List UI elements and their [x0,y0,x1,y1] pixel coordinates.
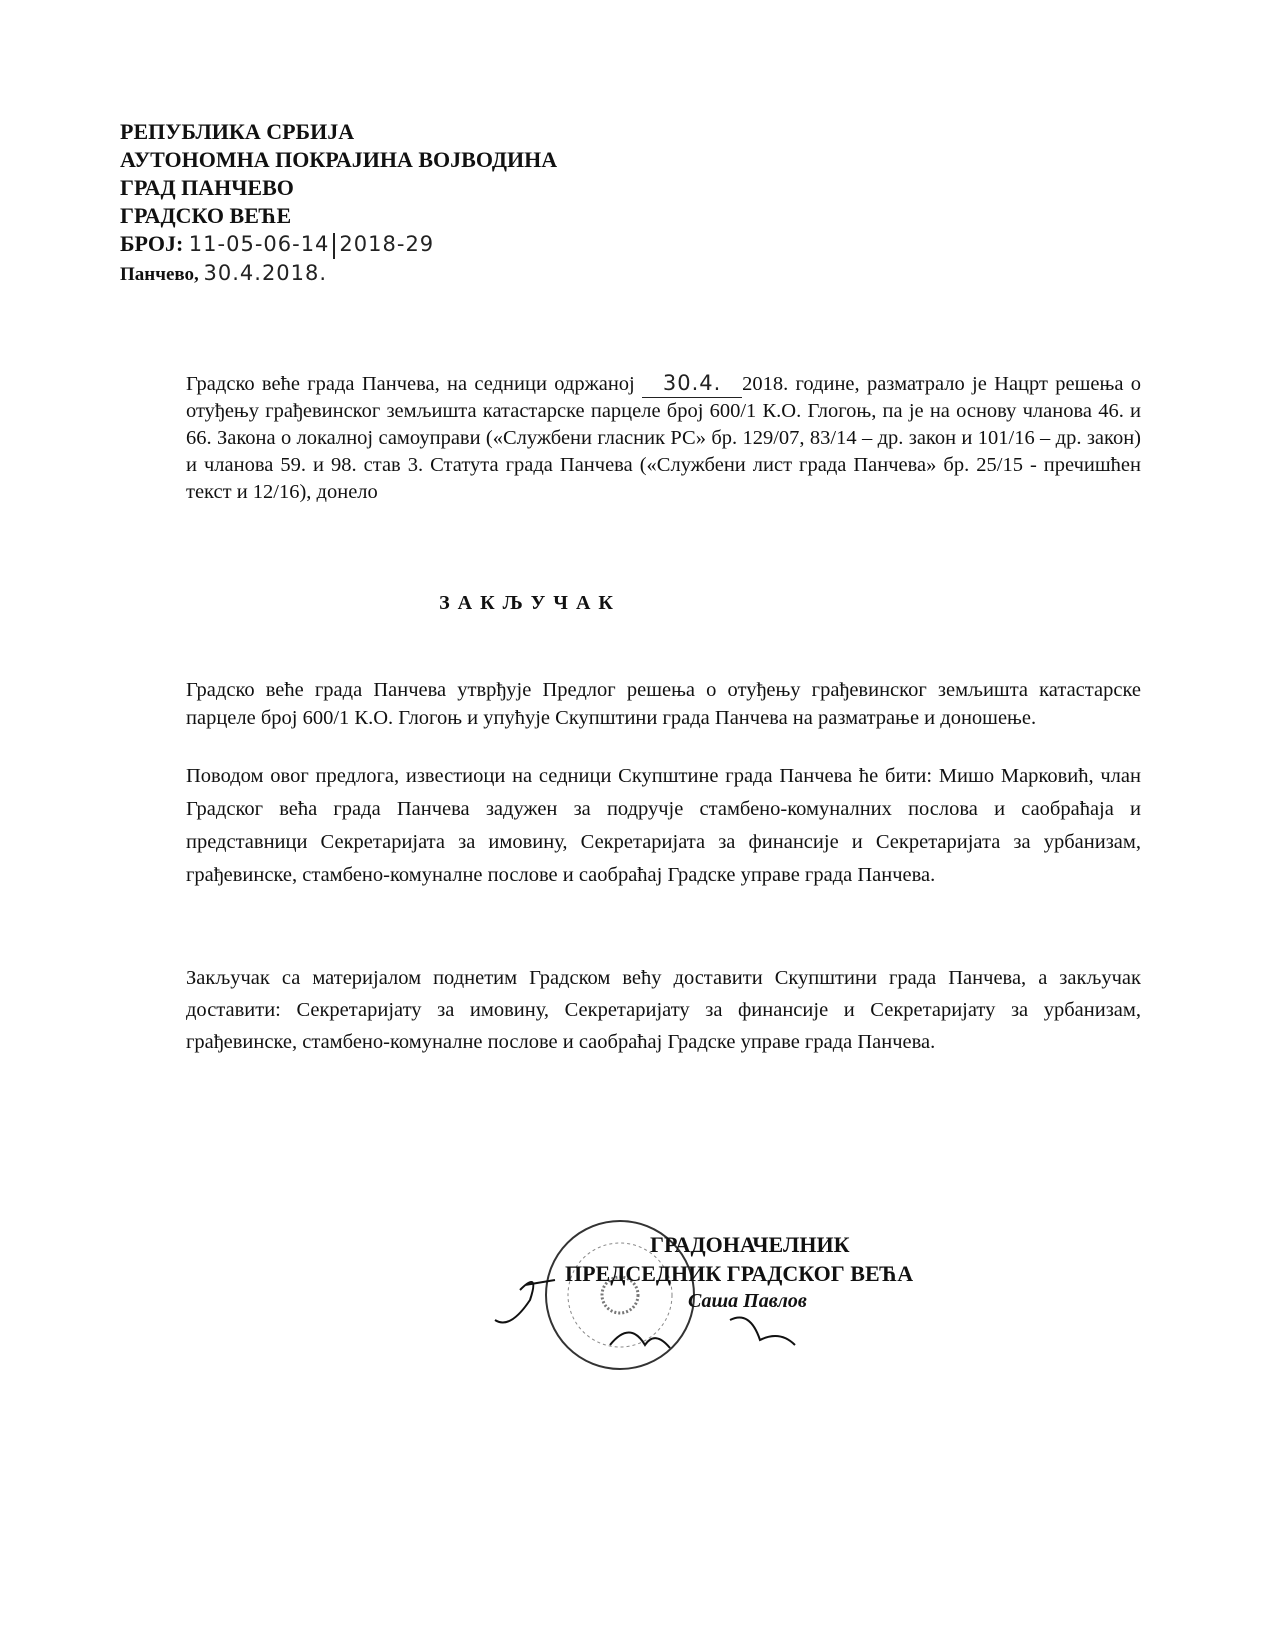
signatory-name: Саша Павлов [688,1290,807,1312]
handwritten-session-date: 30.4. [642,370,742,398]
document-title: ЗАКЉУЧАК [439,592,621,614]
document-date: Панчево, 30.4.2018. [120,260,328,285]
body-paragraph: Поводом овог предлога, известиоци на седници Скупштине града Панчева ће бити: Мишо Марковић, члан Градског већа града Панчева задужен за подручје стамбено-комуналних послова и саобраћаја и представници Секретаријата за имовину, Секретаријата за финансије и Секретаријата за урбанизам, грађевинске, стамбено-комуналне послове и саобраћај Градске управе града Панчева. [186,765,1141,886]
header-line: АУТОНОМНА ПОКРАЈИНА ВОЈВОДИНА [120,147,558,172]
intro-paragraph: Градско веће града Панчева, на седници одржаној 30.4. 2018. године, разматрало је Нацрт решења о отуђењу грађевинског земљишта катастарске парцеле број 600/1 К.О. Глогоњ, па је на основу чланова 46. и 66. Закона о локалној самоуправи («Службени гласник РС» бр. 129/07, 83/14 – др. закон и 101/16 – др. закон) и чланова 59. и 98. став 3. Статута града Панчева («Службени лист града Панчева» бр. 25/15 - пречишћен текст и 12/16), донело [186,371,1141,503]
body-paragraph: Градско веће града Панчева утврђује Предлог решења о отуђењу грађевинског земљишта катастарске парцеле број 600/1 К.О. Глогоњ и упућује Скупштини града Панчева на разматрање и доношење. [186,679,1141,729]
document-header [120,118,557,289]
body-paragraph: Закључак са материјалом поднетим Градском већу доставити Скупштини града Панчева, а закључак доставити: Секретаријату за имовину, Секретаријату за финансије и Секретаријату за урбанизам, грађевинске, стамбено-комуналне послове и саобраћај Градске управе града Панчева. [186,967,1141,1053]
signatory-subtitle: ПРЕДСЕДНИК ГРАДСКОГ ВЕЋА [565,1261,914,1286]
header-line: ГРАДСКО ВЕЋЕ [120,203,292,228]
handwritten-date: 30.4.2018. [203,260,328,285]
header-line: ГРАД ПАНЧЕВО [120,175,294,200]
header-line: РЕПУБЛИКА СРБИЈА [120,119,355,144]
document-number: БРОЈ: 11-05-06-14 2018-29 [120,230,557,259]
signatory-title: ГРАДОНАЧЕЛНИК [650,1232,850,1257]
handwritten-number: 11-05-06-14 [188,232,330,256]
handwritten-year-number: 2018-29 [339,232,435,256]
